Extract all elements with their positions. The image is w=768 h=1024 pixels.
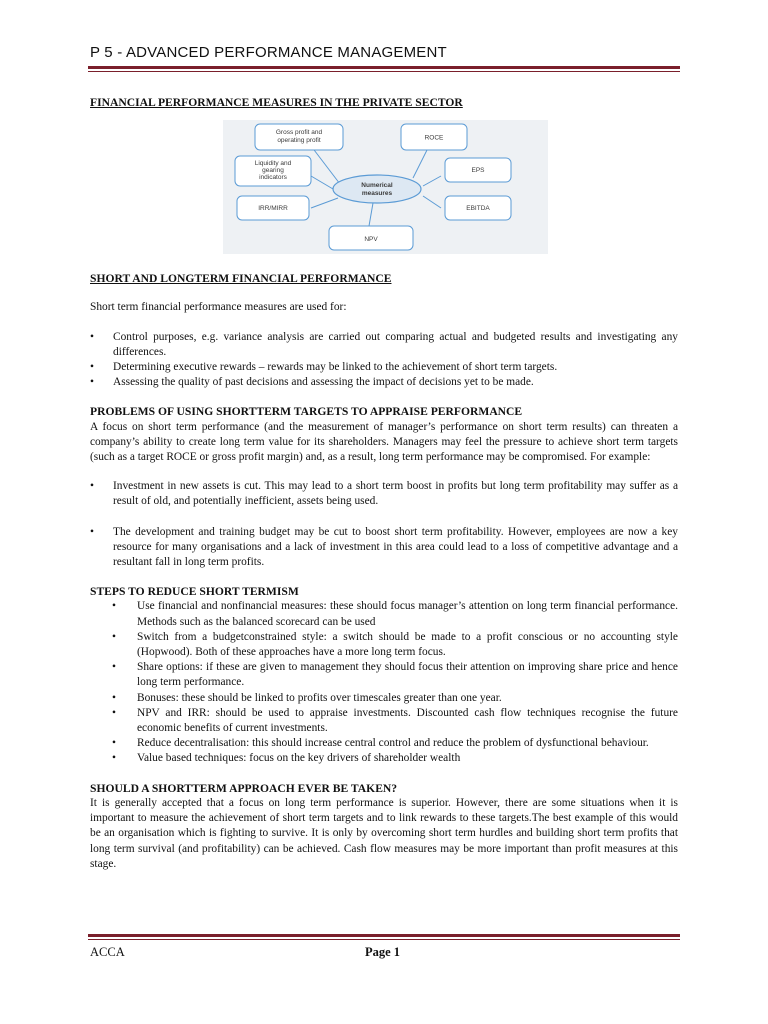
footer-rule-thick: [88, 934, 680, 937]
section-heading-short-long-term: SHORT AND LONGTERM FINANCIAL PERFORMANCE: [90, 272, 392, 286]
section-heading-steps: STEPS TO REDUCE SHORT TERMISM: [90, 585, 299, 599]
list-item: • Assessing the quality of past decisions and assessing the impact of decisions yet to be made.: [90, 376, 534, 389]
header-rule-thin: [88, 71, 680, 72]
label-gross-2: operating profit: [277, 137, 321, 145]
numerical-measures-diagram: [90, 120, 678, 256]
footer-acca: ACCA: [90, 945, 125, 959]
short-term-intro: Short term financial performance measures are used for:: [90, 301, 347, 314]
list-item: • NPV and IRR: should be used to appraise investments. Discounted cash flow techniques recognise the future economic benefits of current investments.: [112, 706, 678, 735]
list-item: • Use financial and nonfinancial measures: these should focus manager’s attention on long term financial performance. Methods such as the balanced scorecard can be used: [112, 600, 678, 628]
section-heading-financial-measures: FINANCIAL PERFORMANCE MEASURES IN THE PRIVATE SECTOR: [90, 96, 463, 109]
header-rule-thick: [88, 66, 680, 69]
list-item: • Determining executive rewards – rewards may be linked to the achievement of short term targets.: [90, 361, 558, 374]
section-heading-problems: PROBLEMS OF USING SHORTTERM TARGETS TO APPRAISE PERFORMANCE: [90, 405, 523, 419]
label-center-1: Numerical: [361, 182, 393, 190]
short-term-uses-list: [90, 330, 678, 391]
list-item: • Reduce decentralisation: this should increase central control and reduce the problem of dysfunctional behaviour.: [112, 737, 649, 750]
list-item: • Share options: if these are given to management they should focus their attention on improving share price and hence long term performance.: [112, 661, 678, 689]
label-npv: NPV: [364, 236, 378, 244]
label-liquidity-3: indicators: [259, 174, 287, 182]
page-content: [90, 95, 678, 872]
label-liquidity-1: Liquidity and: [254, 160, 292, 168]
list-item: • Switch from a budgetconstrained style: a switch should be made to a profit conscious or no accounting style (Hopwood). Both of these approaches have a more long term focus.: [112, 630, 678, 659]
label-gross-1: Gross profit and: [275, 129, 323, 137]
list-item: • Control purposes, e.g. variance analysis are carried out comparing actual and budgeted results and investigating any differences.: [90, 330, 678, 358]
list-item: • The development and training budget may be cut to boost short term profitability. However, employees are now a key resource for many organisations and a lack of investment in this area could lead to a loss of competitive advantage and a resultant fall in long term profits.: [90, 525, 678, 569]
problems-paragraph: A focus on short term performance (and the measurement of manager’s performance on short term results) can threaten a company’s ability to create long term value for its shareholders. Managers may feel the pressure to achieve short term targets (such as a target ROCE or gross profit margin) and, as a result, long term performance may be compromised. For example:: [90, 420, 678, 464]
node-numerical-measures: [333, 175, 421, 203]
list-item: • Bonuses: these should be linked to profits over timescales greater than one year.: [112, 691, 502, 704]
label-ebitda: EBITDA: [466, 205, 490, 213]
label-liquidity-2: gearing: [262, 167, 284, 175]
list-item: • Value based techniques: focus on the key drivers of shareholder wealth: [112, 752, 461, 765]
short-term-approach-paragraph: It is generally accepted that a focus on long term performance is superior. However, there are some situations when it is important to measure the achievement of short term targets and to link rewards to these targets.The best example of this would be an organisation which is fighting to survive. It is only by overcoming short term hurdles and building short term profits that long term survival (and profitability) can be achieved. Cash flow measures may be more important than profit measures at this stage.: [90, 796, 678, 870]
diagram-svg: [223, 120, 548, 254]
problems-list: [90, 479, 678, 570]
label-roce: ROCE: [424, 134, 444, 142]
steps-list: [90, 599, 678, 766]
label-eps: EPS: [471, 167, 485, 175]
label-irr-mirr: IRR/MIRR: [258, 205, 288, 213]
section-heading-should-short-term: SHOULD A SHORTTERM APPROACH EVER BE TAKEN?: [90, 781, 398, 795]
footer-page-number: Page 1: [365, 945, 401, 959]
label-center-2: measures: [361, 190, 393, 198]
list-item: • Investment in new assets is cut. This may lead to a short term boost in profits but long term profitability may suffer as a result of old, and potentially inefficient, assets being used.: [90, 480, 678, 508]
footer-rule-thin: [88, 939, 680, 940]
document-header-title: P 5 - ADVANCED PERFORMANCE MANAGEMENT: [90, 44, 447, 61]
